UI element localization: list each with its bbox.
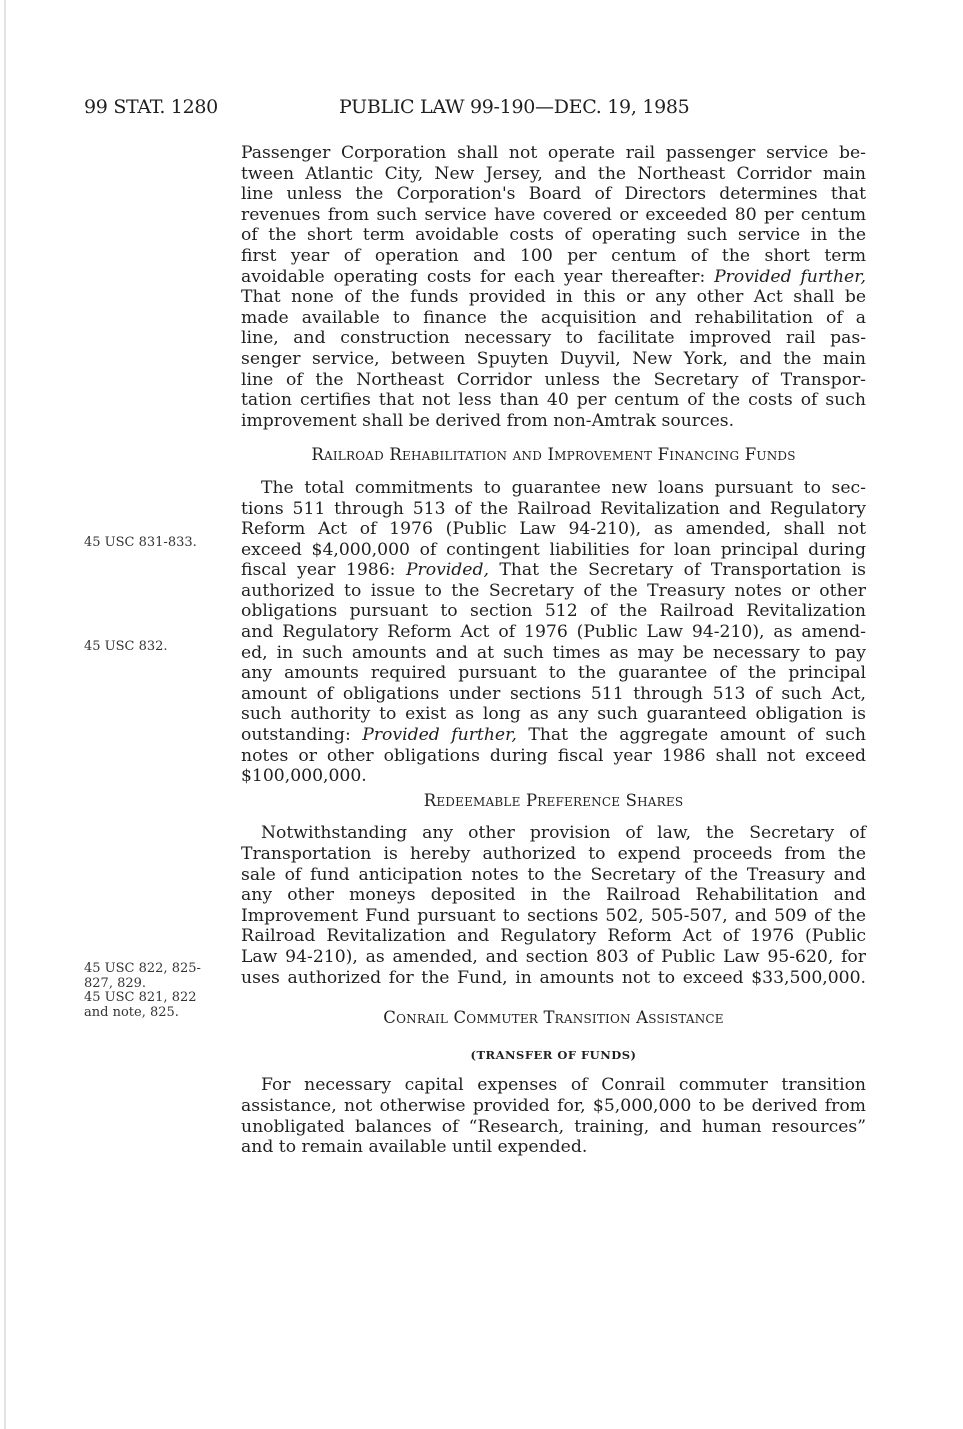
stat-reference: 99 STAT. 1280 <box>84 96 218 118</box>
text-line <box>241 267 866 288</box>
conrail-paragraph <box>241 1075 866 1157</box>
text-line: and Regulatory Reform Act of 1976 (Public Law 94-210), as amend- <box>241 622 866 643</box>
text-line: notes or other obligations during fiscal year 1986 shall not exceed <box>241 745 866 766</box>
proviso-italic: Provided further, <box>362 725 517 746</box>
margin-note-usc-831: 45 USC 831-833. <box>84 535 197 550</box>
text-fragment: outstanding: <box>241 725 363 746</box>
margin-note-line: 45 USC 821, 822 <box>84 990 197 1005</box>
text-fragment: That the Secretary of Transportation is <box>488 560 866 581</box>
law-title: PUBLIC LAW 99-190—DEC. 19, 1985 <box>339 96 690 118</box>
text-fragment: fiscal year 1986: <box>241 560 406 581</box>
section-heading-conrail: Conrail Commuter Transition Assistance <box>383 1008 724 1028</box>
text-line: line, and construction necessary to facilitate improved rail pas- <box>241 328 866 349</box>
text-line: Law 94-210), as amended, and section 803 of Public Law 95-620, for <box>241 946 866 967</box>
text-line: Railroad Revitalization and Regulatory Reform Act of 1976 (Public <box>241 926 866 947</box>
text-line: obligations pursuant to section 512 of the Railroad Revitalization <box>241 601 866 622</box>
text-line: sale of fund anticipation notes to the Secretary of the Treasury and <box>241 864 866 885</box>
proviso-italic: Provided, <box>405 560 489 581</box>
text-line: Improvement Fund pursuant to sections 502, 505-507, and 509 of the <box>241 905 866 926</box>
text-line: assistance, not otherwise provided for, $5,000,000 to be derived from <box>241 1095 866 1116</box>
text-line: such authority to exist as long as any such guaranteed obligation is <box>241 704 866 725</box>
margin-note-usc-822 <box>84 962 224 1020</box>
text-line: Notwithstanding any other provision of law, the Secretary of <box>261 823 866 844</box>
text-line: improvement shall be derived from non-Amtrak sources. <box>241 410 735 431</box>
text-line: and to remain available until expended. <box>241 1137 588 1158</box>
text-line: first year of operation and 100 per centum of the short term <box>241 245 866 266</box>
text-line: For necessary capital expenses of Conrail commuter transition <box>261 1075 866 1096</box>
section-heading-redeemable: Redeemable Preference Shares <box>423 790 684 810</box>
section-subheading-transfer: (TRANSFER OF FUNDS) <box>470 1047 637 1062</box>
text-line: authorized to issue to the Secretary of the Treasury notes or other <box>241 580 866 601</box>
proviso-italic: Provided further, <box>714 266 866 287</box>
text-line: amount of obligations under sections 511 through 513 of such Act, <box>241 683 866 704</box>
text-line: tation certifies that not less than 40 per centum of the costs of such <box>241 390 866 411</box>
text-fragment: That the aggregate amount of such <box>516 725 866 746</box>
text-line: tions 511 through 513 of the Railroad Revitalization and Regulatory <box>241 498 866 519</box>
railroad-rehab-paragraph <box>241 478 866 787</box>
text-line: That none of the funds provided in this or any other Act shall be <box>241 287 866 308</box>
text-line: line of the Northeast Corridor unless the Secretary of Transpor- <box>241 369 866 390</box>
text-line: Passenger Corporation shall not operate rail passenger service be- <box>241 143 866 163</box>
text-line: Transportation is hereby authorized to expend proceeds from the <box>241 844 866 864</box>
margin-note-line: 45 USC 822, 825- <box>84 961 201 976</box>
margin-note-usc-832: 45 USC 832. <box>84 639 168 654</box>
intro-paragraph <box>241 143 866 431</box>
section-heading-railroad-rehab: Railroad Rehabilitation and Improvement Financing Funds <box>311 445 796 465</box>
text-line: revenues from such service have covered or exceeded 80 per centum <box>241 204 866 225</box>
margin-note-line: 827, 829. <box>84 975 147 991</box>
text-line <box>241 560 866 581</box>
text-line: ed, in such amounts and at such times as may be necessary to pay <box>241 642 866 663</box>
text-line: exceed $4,000,000 of contingent liabilities for loan principal during <box>241 539 866 560</box>
text-line: uses authorized for the Fund, in amounts not to exceed $33,500,000. <box>241 967 866 988</box>
text-line: line unless the Corporation's Board of Directors determines that <box>241 184 866 205</box>
text-line: of the short term avoidable costs of operating such service in the <box>241 225 866 246</box>
page-edge <box>4 0 6 1429</box>
text-line: any amounts required pursuant to the guarantee of the principal <box>241 663 866 684</box>
margin-note-line: and note, 825. <box>84 1004 179 1020</box>
main-text-column <box>241 143 866 1158</box>
running-head <box>84 96 864 124</box>
text-line: The total commitments to guarantee new loans pursuant to sec- <box>261 477 866 498</box>
text-fragment: avoidable operating costs for each year thereafter: <box>241 266 706 287</box>
text-line: senger service, between Spuyten Duyvil, New York, and the main <box>241 348 866 369</box>
text-line: unobligated balances of “Research, training, and human resources” <box>241 1116 866 1137</box>
text-line <box>241 725 866 746</box>
redeemable-paragraph <box>241 823 866 988</box>
text-line: $100,000,000. <box>241 766 367 787</box>
text-line: tween Atlantic City, New Jersey, and the Northeast Corridor main <box>241 163 866 184</box>
text-line: any other moneys deposited in the Railroad Rehabilitation and <box>241 885 866 906</box>
text-line: Reform Act of 1976 (Public Law 94-210), as amended, shall not <box>241 519 866 540</box>
text-line: made available to finance the acquisition and rehabilitation of a <box>241 307 866 328</box>
